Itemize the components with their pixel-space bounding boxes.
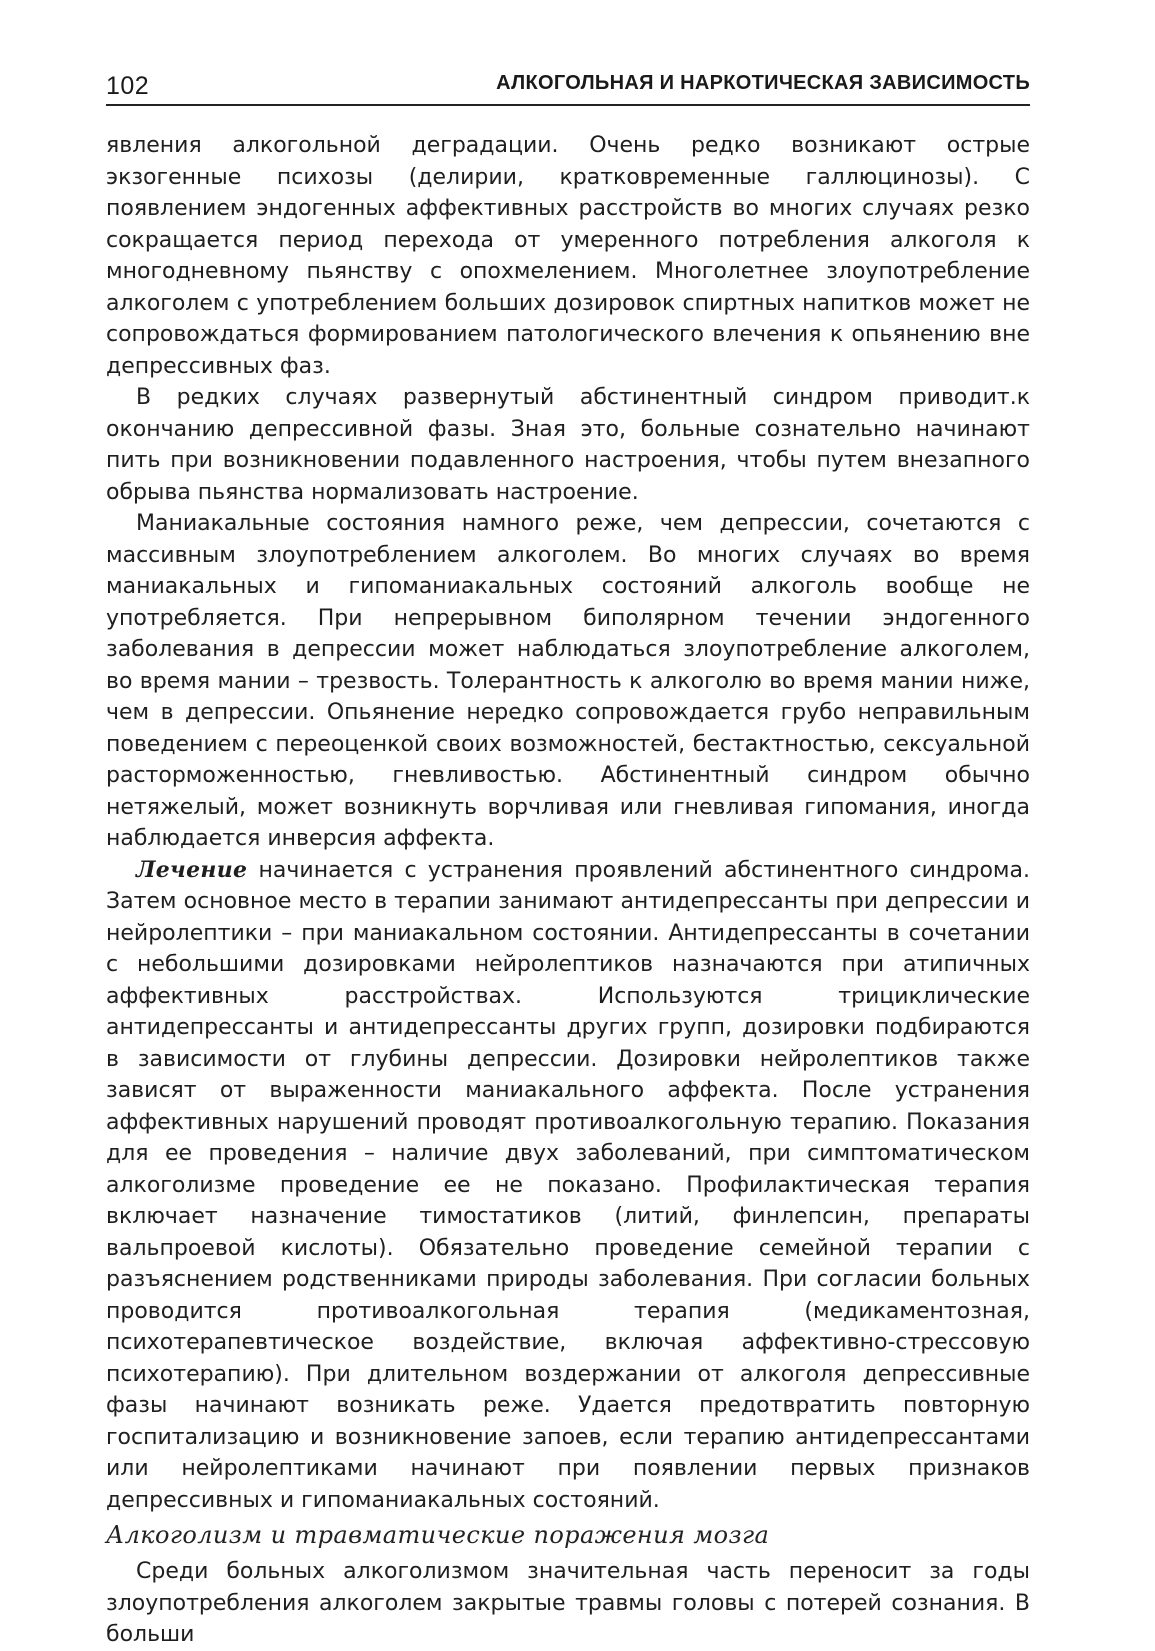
treatment-term: Лечение bbox=[136, 856, 248, 883]
paragraph-treatment-text: начинается с устранения проявлений абстинентного синдрома. Затем основное место в терапии занимают антидепрессанты при депрессии и нейролептики – при маниакальном состоянии. Антидепрессанты в сочетании с небольшими дозировками нейролептиков назначаются при атипичных аффективных расстройствах. Используются трициклические антидепрессанты и антидепрессанты других групп, дозировки подбираются в зависимости от глубины депрессии. Дозировки нейролептиков также зависят от выраженности маниакального аффекта. После устранения аффективных нарушений проводят противоалкогольную терапию. Показания для ее проведения – наличие двух заболеваний, при симптоматическом алкоголизме проведение ее не показано. Профилактическая терапия включает назначение тимостатиков (литий, финлепсин, препараты вальпроевой кислоты). Обязательно проведение семейной терапии с разъяснением родственниками природы заболевания. При согласии больных проводится противоалкогольная терапия (медикаментозная, психотерапевтическое воздействие, включая аффективно-стрессовую психотерапию). При длительном воздержании от алкоголя депрессивные фазы начинают возникать реже. Удается предотвратить повторную госпитализацию и возникновение запоев, если терапию антидепрессантами или нейролептиками начинают при появлении первых признаков депрессивных и гипоманиакальных состояний. bbox=[106, 857, 1030, 1513]
paragraph-treatment bbox=[106, 855, 1030, 1517]
paragraph: В редких случаях развернутый абстинентный синдром приводит.к окончанию депрессивной фазы. Зная это, больные сознательно начинают пить при возникновении подавленного настроения, чтобы путем внезапного обрыва пьянства нормализовать настроение. bbox=[106, 385, 1030, 505]
book-title: АЛКОГОЛЬНАЯ И НАРКОТИЧЕСКАЯ ЗАВИСИМОСТЬ bbox=[496, 72, 1030, 94]
page-number: 102 bbox=[106, 72, 150, 100]
paragraph: Среди больных алкоголизмом значительная часть переносит за годы злоупотребления алкоголем закрытые травмы головы с потерей сознания. В больши bbox=[106, 1559, 1030, 1647]
body-text bbox=[106, 130, 1030, 1651]
section-heading: Алкоголизм и травматические поражения мозга bbox=[106, 1521, 770, 1549]
paragraph: явления алкогольной деградации. Очень редко возникают острые экзогенные психозы (делирии, кратковременные галлюцинозы). С появлением эндогенных аффективных расстройств во многих случаях резко сокращается период перехода от умеренного потребления алкоголя к многодневному пьянству с опохмелением. Многолетнее злоупотребление алкоголем с употреблением больших дозировок спиртных напитков может не сопровождаться формированием патологического влечения к опьянению вне депрессивных фаз. bbox=[106, 133, 1030, 379]
running-head bbox=[106, 64, 1030, 106]
paragraph: Маниакальные состояния намного реже, чем депрессии, сочетаются с массивным злоупотреблением алкоголем. Во многих случаях во время маниакальных и гипоманиакальных состояний алкоголь вообще не употребляется. При непрерывном биполярном течении эндогенного заболевания в депрессии может наблюдаться злоупотребление алкоголем, во время мании – трезвость. Толерантность к алкоголю во время мании ниже, чем в депрессии. Опьянение нередко сопровождается грубо неправильным поведением с переоценкой своих возможностей, бестактностью, сексуальной расторможенностью, гневливостью. Абстинентный синдром обычно нетяжелый, может возникнуть ворчливая или гневливая гипомания, иногда наблюдается инверсия аффекта. bbox=[106, 511, 1030, 851]
book-page bbox=[106, 0, 1030, 1647]
